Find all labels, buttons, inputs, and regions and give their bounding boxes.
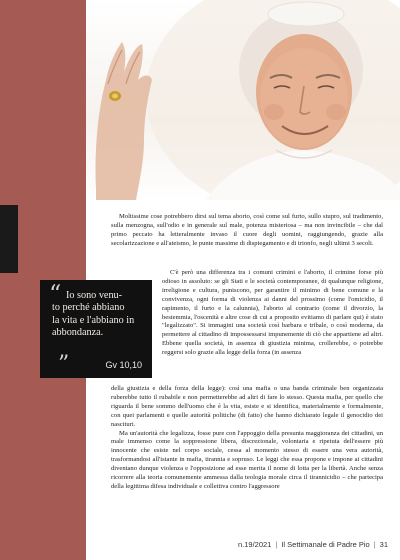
pull-quote-text <box>52 290 148 340</box>
pull-quote-line: la vita e l'abbiano in <box>52 314 135 326</box>
article-paragraph: della giustizia e della forza della legge): così una mafia o una banda criminale ben organizzata ruberebbe tutto il rubabile e non permetterebbe ad altri di fare lo stesso. Questa mafia, per quello che riguarda il bene sommo dell'uomo che è la vita, esiste e si identifica, materialmente e formalmente, con quei parlamenti e quelle autorità politiche (di fatto) che hanno dichiarato legale il genocidio dei nascituri. <box>111 385 383 428</box>
pull-quote-line: abbondanza. <box>52 327 104 339</box>
open-quote-mark: “ <box>49 280 62 308</box>
close-quote-mark: ” <box>58 352 70 377</box>
quote-reference: Gv 10,10 <box>105 360 142 370</box>
issue-number: n.19/2021 <box>237 540 272 549</box>
page-number: 31 <box>379 540 388 549</box>
magazine-name: Il Settimanale di Padre Pio <box>281 540 370 549</box>
article-paragraph: Ma un'autorità che legalizza, fosse pure con l'appoggio della presunta maggioranza dei cittadini, un male immenso come la soppressione libera, discrezionale, volontaria e ripetuta dell'essere più innocente che esiste nel corpo sociale, cessa al momento stesso di essere una vera autorità, trasformandosi all'istante in mafia, tirannia e sopruso. Le leggi che essa propone e impone ai cittadini diventano dunque violenza e l'opposizione ad esse merita il nome di lotta per la libertà. Anche senza ricorrere alla teoria comunemente ammessa dalla teologia morale circa il tirannicidio – che partecipa della legittima difesa individuale e collettiva contro l'aggressore <box>111 429 383 490</box>
footer-separator: | <box>373 540 376 549</box>
decorative-dark-strip <box>0 205 18 273</box>
footer-separator: | <box>275 540 278 549</box>
article-paragraph: C'è però una differenza tra i comuni crimini e l'aborto, il crimine forse più odioso in assoluto: se gli Stati e le società contemporanee, di qualunque religione, irreligione e cultura, puniscono, per garantire il minimo di bene comune e la convivenza, ogni forma di violenza ai danni del prossimo (come l'omicidio, il rapimento, il furto e la calunnia), l'aborto al contrario (come il divorzio, la bestemmia, l'oscenità e altre cose di cui a proposito evitiamo di parlare qui) è stato "legalizzato". Si immagini una società così barbara e tribale, o così moderna, da permettere al cittadino di impossessarsi impunemente di ciò che appartiene ad altri. Ebbene quella società, in assenza di giustizia minima, crollerebbe, o potrebbe reggersi solo grazie alla legge della forza (in assenza <box>162 269 383 357</box>
pope-photo <box>86 0 400 200</box>
pull-quote-line: to perché abbiano <box>52 302 125 314</box>
article-column-bottom <box>111 385 383 492</box>
article-column-middle <box>162 269 383 358</box>
article-column-top <box>111 213 383 249</box>
pope-photo-illustration <box>86 0 400 200</box>
article-paragraph: Moltissime cose potrebbero dirsi sul tema aborto, così come sul furto, sullo stupro, sul tradimento, sulla menzogna, sull'odio e in generale sul male, potenza misteriosa – ma non invincibile – che dal primo peccato ha letteralmente invaso il cuore degli uomini, raggiungendo, grazie alla secolarizzazione e all'ateismo, le punte massime di dispiegamento e di trionfo, negli ultimi 3 secoli. <box>111 213 383 247</box>
page-footer <box>238 540 388 549</box>
pull-quote-line: Io sono venu- <box>66 290 123 301</box>
pull-quote <box>40 280 152 378</box>
